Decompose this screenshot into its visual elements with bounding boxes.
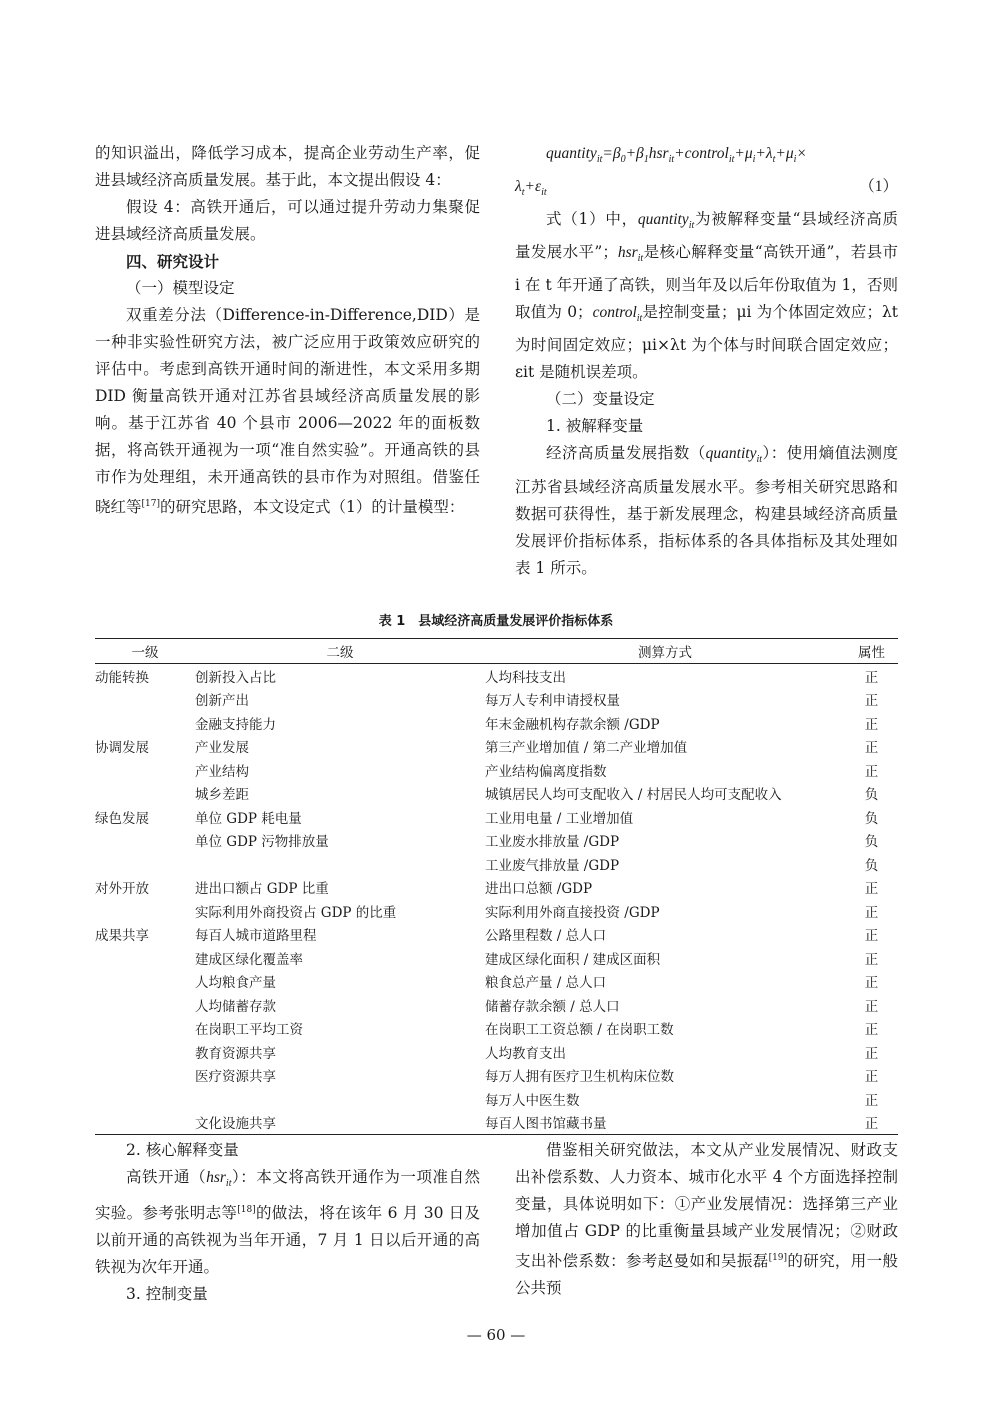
- paragraph-text: 的做法，将在该年 6 月 30 日及以前开通的高铁视为当年开通，7 月 1 日以后开通的高铁视为次年开通。: [95, 1204, 480, 1277]
- table-row: [95, 1040, 898, 1064]
- table-row: [95, 876, 898, 900]
- table-cell: 正: [864, 763, 879, 780]
- paragraph-text: 借鉴相关研究做法，本文从产业发展情况、财政支出补偿系数、人力资本、城市化水平 4 个方面选择控制变量，具体说明如下：①产业发展情况：选择第三产业增加值占 GDP 的比重衡量县域产业发展情况；②财政支出补偿系数：参考赵曼如和吴振磊: [515, 1141, 898, 1271]
- table-cell: [95, 782, 195, 806]
- paragraph: 经济高质量发展指数（quantity$_{it}$）：使用熵值法测度江苏省县域经济高质量发展水平。参考相关研究思路和数据可获得性，基于新发展理念，构建县域经济高质量发展评价指标体系，指标体系的各具体指标及其处理如表 1 所示。: [515, 444, 898, 577]
- paragraph: [515, 1137, 898, 1302]
- table-cell: 文化设施共享: [195, 1111, 485, 1135]
- table-cell: 城乡差距: [195, 787, 249, 804]
- table-row: [95, 1064, 898, 1088]
- table-cell: 正: [864, 975, 879, 992]
- table-cell: 金融支持能力: [195, 716, 276, 733]
- paragraph-text: 是核心解释变量“高铁开通”，若县市 i 在 t 年开通了高铁，则当年及以后年份取值为 1，否则取值为 0；: [515, 243, 898, 322]
- paragraph-text: ）：使用熵值法测度江苏省县域经济高质量发展水平。参考相关研究思路和数据可获得性，基于新发展理念，构建县域经济高质量发展评价指标体系，指标体系的各具体指标及其处理如表 1 所示。: [515, 444, 898, 577]
- table-cell: [95, 993, 195, 1017]
- table-row: [95, 946, 898, 970]
- table-cell: [95, 1017, 195, 1041]
- table-cell: 单位 GDP 耗电量: [195, 810, 302, 827]
- table-cell: [95, 1087, 195, 1111]
- table-cell: 负: [864, 857, 879, 874]
- table-cell: 正: [864, 693, 879, 710]
- table-header-row: [95, 639, 898, 664]
- citation: [19]: [768, 1253, 788, 1263]
- column-header: 属性: [845, 639, 898, 664]
- table-cell: 产业发展: [195, 740, 249, 757]
- table-cell: [95, 852, 195, 876]
- table-cell: 正: [864, 1092, 879, 1109]
- table-cell: [95, 829, 195, 853]
- table-cell: 第三产业增加值 / 第二产业增加值: [485, 740, 688, 757]
- paragraph-text: ）：本文将高铁开通作为一项准自然实验。参考张明志等: [95, 1168, 480, 1223]
- table-cell: 正: [845, 1111, 898, 1135]
- table-cell: 协调发展: [95, 740, 149, 757]
- column-header: 一级: [95, 639, 195, 664]
- sub-subsection-heading: 3. 控制变量: [126, 1285, 208, 1304]
- table-cell: 正: [864, 951, 879, 968]
- left-column-bottom: [95, 1137, 480, 1308]
- table-cell: 储蓄存款余额 / 总人口: [485, 998, 620, 1015]
- table-cell: [95, 688, 195, 712]
- table-caption: 表 1 县域经济高质量发展评价指标体系: [378, 614, 614, 629]
- table-cell: [195, 1087, 485, 1111]
- table-cell: [95, 711, 195, 735]
- paragraph-text: 的研究思路，本文设定式（1）的计量模型：: [160, 498, 465, 517]
- table-row: [95, 805, 898, 829]
- table-cell: 产业结构: [195, 763, 249, 780]
- table-cell: 正: [864, 998, 879, 1015]
- section-heading: 四、研究设计: [126, 252, 220, 271]
- table-cell: 正: [864, 1069, 879, 1086]
- table-cell: 每万人专利申请授权量: [485, 693, 620, 710]
- table-cell: 每万人拥有医疗卫生机构床位数: [485, 1069, 674, 1086]
- paragraph-text: 的研究，用一般公共预: [515, 1252, 898, 1298]
- table-cell: 实际利用外商投资占 GDP 的比重: [195, 904, 397, 921]
- table-cell: 成果共享: [95, 928, 149, 945]
- paragraph: 式（1）中，quantity$_{it}$为被解释变量“县域经济高质量发展水平”；hsr$_{it}$是核心解释变量“高铁开通”，若县市 i 在 t 年开通了高铁，则当年及以后年份取值为 1，否则取值为 0；control$_{it}$是控制变量；μi 为个体固定效应；λt 为时间固定效应；μi×λt 为个体与时间联合固定效应；εit 是随机误差项。: [515, 210, 899, 382]
- table-cell: 在岗职工工资总额 / 在岗职工数: [485, 1022, 674, 1039]
- sub-subsection-heading: 2. 核心解释变量: [126, 1141, 239, 1159]
- table-cell: 负: [864, 834, 879, 851]
- paragraph: [95, 302, 480, 521]
- table-row: [95, 688, 898, 712]
- sub-subsection-heading: 1. 被解释变量: [546, 417, 644, 436]
- table-row: [95, 970, 898, 994]
- table-cell: 实际利用外商直接投资 /GDP: [485, 904, 660, 921]
- paragraph-text: 为被解释变量“县域经济高质量发展水平”；: [515, 210, 898, 262]
- table-cell: 进出口总额 /GDP: [485, 881, 593, 898]
- table-cell: 城镇居民人均可支配收入 / 村居民人均可支配收入: [485, 787, 782, 804]
- equation-lhs: quantity: [546, 145, 597, 162]
- table-cell: [95, 1040, 195, 1064]
- equation: $quantity_{it}=\beta_0+\beta_1hsr_{it}+control_{it}+\mu_i+\lambda_t+\mu_i\times$: [546, 145, 807, 166]
- table-cell: 工业废气排放量 /GDP: [485, 857, 620, 874]
- table-row: [95, 758, 898, 782]
- table-cell: 正: [864, 928, 879, 945]
- table-cell: 粮食总产量 / 总人口: [485, 975, 607, 992]
- table-cell: 正: [864, 740, 879, 757]
- paragraph: 高铁开通（hsr$_{it}$）：本文将高铁开通作为一项准自然实验。参考张明志等[18]的做法，将在该年 6 月 30 日及以前开通的高铁视为当年开通，7 月 1 日以后开通的高铁视为次年开通。: [95, 1168, 480, 1277]
- table-cell: 建成区绿化面积 / 建成区面积: [485, 951, 661, 968]
- table-cell: 负: [864, 810, 879, 827]
- equation-line2: $\lambda_t+\varepsilon_{it}$ （1）: [515, 173, 898, 206]
- table-cell: 教育资源共享: [195, 1045, 276, 1062]
- table-cell: 工业废水排放量 /GDP: [485, 834, 620, 851]
- table-body: [95, 664, 898, 1135]
- table-cell: 正: [864, 904, 879, 921]
- table-cell: [95, 899, 195, 923]
- paragraph-text: 式（1）中，: [546, 210, 638, 229]
- table-cell: 绿色发展: [95, 810, 149, 827]
- citation: [17]: [141, 499, 160, 509]
- paragraph: 的知识溢出，降低学习成本，提高企业劳动生产率，促进县域经济高质量发展。基于此，本文提出假设 4：: [95, 144, 480, 189]
- table-cell: [95, 946, 195, 970]
- table-cell: 正: [864, 1045, 879, 1062]
- table-cell: 每万人中医生数: [485, 1092, 580, 1109]
- table-cell: 单位 GDP 污物排放量: [195, 834, 329, 851]
- table-cell: 公路里程数 / 总人口: [485, 928, 607, 945]
- table-row: [95, 899, 898, 923]
- table-row: [95, 1087, 898, 1111]
- table-cell: 每百人城市道路里程: [195, 928, 317, 945]
- column-header: 二级: [195, 639, 485, 664]
- table-row: [95, 993, 898, 1017]
- table-cell: [95, 1111, 195, 1135]
- table-cell: 人均科技支出: [485, 669, 566, 686]
- paragraph-text: 是控制变量；μi 为个体固定效应；λt 为时间固定效应；μi×λt 为个体与时间联合固定效应；εit 是随机误差项。: [515, 303, 899, 382]
- table-cell: 正: [864, 669, 879, 686]
- table-row: [95, 1111, 898, 1135]
- table-cell: 负: [864, 787, 879, 804]
- table-cell: 正: [864, 1022, 879, 1039]
- table-cell: 正: [864, 881, 879, 898]
- table-cell: 年末金融机构存款余额 /GDP: [485, 716, 660, 733]
- table-row: [95, 782, 898, 806]
- table-cell: [195, 852, 485, 876]
- table-row: [95, 829, 898, 853]
- table-cell: 人均粮食产量: [195, 975, 276, 992]
- paragraph-text: 高铁开通（: [126, 1168, 207, 1186]
- right-column-top: [515, 140, 898, 582]
- table-row: [95, 711, 898, 735]
- table-row: [95, 852, 898, 876]
- table-cell: 人均教育支出: [485, 1045, 566, 1062]
- page-number: — 60 —: [466, 1326, 526, 1344]
- table-cell: 在岗职工平均工资: [195, 1022, 303, 1039]
- table-cell: 产业结构偏离度指数: [485, 763, 607, 780]
- left-column-top: [95, 140, 480, 521]
- table-cell: 正: [864, 716, 879, 733]
- right-column-bottom: [515, 1137, 898, 1302]
- indicator-table: [95, 638, 898, 1135]
- hypothesis-4: 假设 4：高铁开通后，可以通过提升劳动力集聚促进县域经济高质量发展。: [95, 198, 480, 243]
- subsection-heading: （二）变量设定: [546, 390, 655, 409]
- table-cell: 每百人图书馆藏书量: [485, 1111, 845, 1135]
- table-cell: [95, 758, 195, 782]
- table-cell: 人均储蓄存款: [195, 998, 276, 1015]
- table-cell: [95, 1064, 195, 1088]
- table-row: [95, 735, 898, 759]
- paragraph-text: 双重差分法（Difference-in-Difference,DID）是一种非实验性研究方法，被广泛应用于政策效应研究的评估中。考虑到高铁开通时间的渐进性，本文采用多期 DID 衡量高铁开通对江苏省县域经济高质量发展的影响。基于江苏省 40 个县市 2006—2022 年的面板数据，将高铁开通视为一项“准自然实验”。开通高铁的县市作为处理组，未开通高铁的县市作为对照组。借鉴任晓红等: [95, 306, 480, 517]
- table-cell: 进出口额占 GDP 比重: [195, 881, 329, 898]
- table-row: [95, 664, 898, 688]
- table-cell: 对外开放: [95, 881, 149, 898]
- citation: [18]: [237, 1205, 256, 1216]
- column-header: 测算方式: [485, 639, 845, 664]
- table-cell: 动能转换: [95, 669, 149, 686]
- table-row: [95, 1017, 898, 1041]
- table-cell: 创新投入占比: [195, 669, 276, 686]
- table-row: [95, 923, 898, 947]
- subsection-heading: （一）模型设定: [126, 279, 235, 297]
- table-cell: 建成区绿化覆盖率: [195, 951, 303, 968]
- table-cell: 工业用电量 / 工业增加值: [485, 810, 634, 827]
- table-cell: 医疗资源共享: [195, 1069, 276, 1086]
- equation-number: （1）: [859, 178, 898, 196]
- table-cell: [95, 970, 195, 994]
- paragraph-text: 经济高质量发展指数（: [546, 444, 706, 463]
- table-cell: 创新产出: [195, 693, 249, 710]
